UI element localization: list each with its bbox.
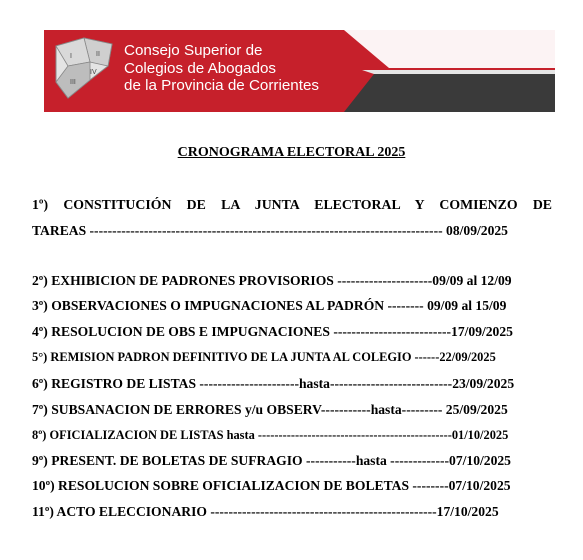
schedule-item-6: 6º) REGISTRO DE LISTAS ----------------------hasta---------------------------23/09/2025 bbox=[32, 376, 515, 391]
document-title: CRONOGRAMA ELECTORAL 2025 bbox=[177, 145, 406, 160]
map-label-3: III bbox=[70, 79, 76, 86]
schedule-item-1-line-2: TAREAS ------------------------------------------------------------------------------ 08/09/2025 bbox=[32, 223, 508, 238]
schedule-item-5: 5°) REMISION PADRON DEFINITIVO DE LA JUNTA AL COLEGIO ------22/09/2025 bbox=[32, 350, 496, 364]
org-name-line-1: Consejo Superior de bbox=[124, 42, 263, 59]
schedule-item-9: 9º) PRESENT. DE BOLETAS DE SUFRAGIO -----------hasta -------------07/10/2025 bbox=[32, 453, 511, 468]
org-name-line-3: de la Provincia de Corrientes bbox=[124, 77, 320, 94]
schedule-item-10: 10º) RESOLUCION SOBRE OFICIALIZACION DE BOLETAS --------07/10/2025 bbox=[32, 478, 511, 493]
map-label-4: IV bbox=[90, 69, 97, 76]
schedule-item-1-line-1: 1º) CONSTITUCIÓN DE LA JUNTA ELECTORAL Y COMIENZO DE bbox=[32, 197, 552, 212]
schedule-item-3: 3º) OBSERVACIONES O IMPUGNACIONES AL PADRÓN -------- 09/09 al 15/09 bbox=[32, 298, 507, 313]
org-name-line-2: Colegios de Abogados bbox=[124, 59, 276, 77]
header-banner bbox=[44, 30, 555, 112]
schedule-item-7: 7º) SUBSANACION DE ERRORES y/u OBSERV-----------hasta--------- 25/09/2025 bbox=[32, 402, 508, 417]
map-label-2: II bbox=[96, 51, 100, 58]
organization-name bbox=[124, 42, 319, 95]
schedule-item-8: 8º) OFICIALIZACION DE LISTAS hasta -----------------------------------------------01/10/2025 bbox=[32, 428, 509, 442]
province-map-icon bbox=[50, 36, 120, 108]
schedule-item-4: 4º) RESOLUCION DE OBS E IMPUGNACIONES --------------------------17/09/2025 bbox=[32, 324, 513, 339]
map-label-1: I bbox=[70, 53, 72, 60]
schedule-item-2: 2º) EXHIBICION DE PADRONES PROVISORIOS ---------------------09/09 al 12/09 bbox=[32, 273, 512, 288]
schedule-item-11: 11º) ACTO ELECCIONARIO --------------------------------------------------17/10/2025 bbox=[32, 504, 499, 519]
